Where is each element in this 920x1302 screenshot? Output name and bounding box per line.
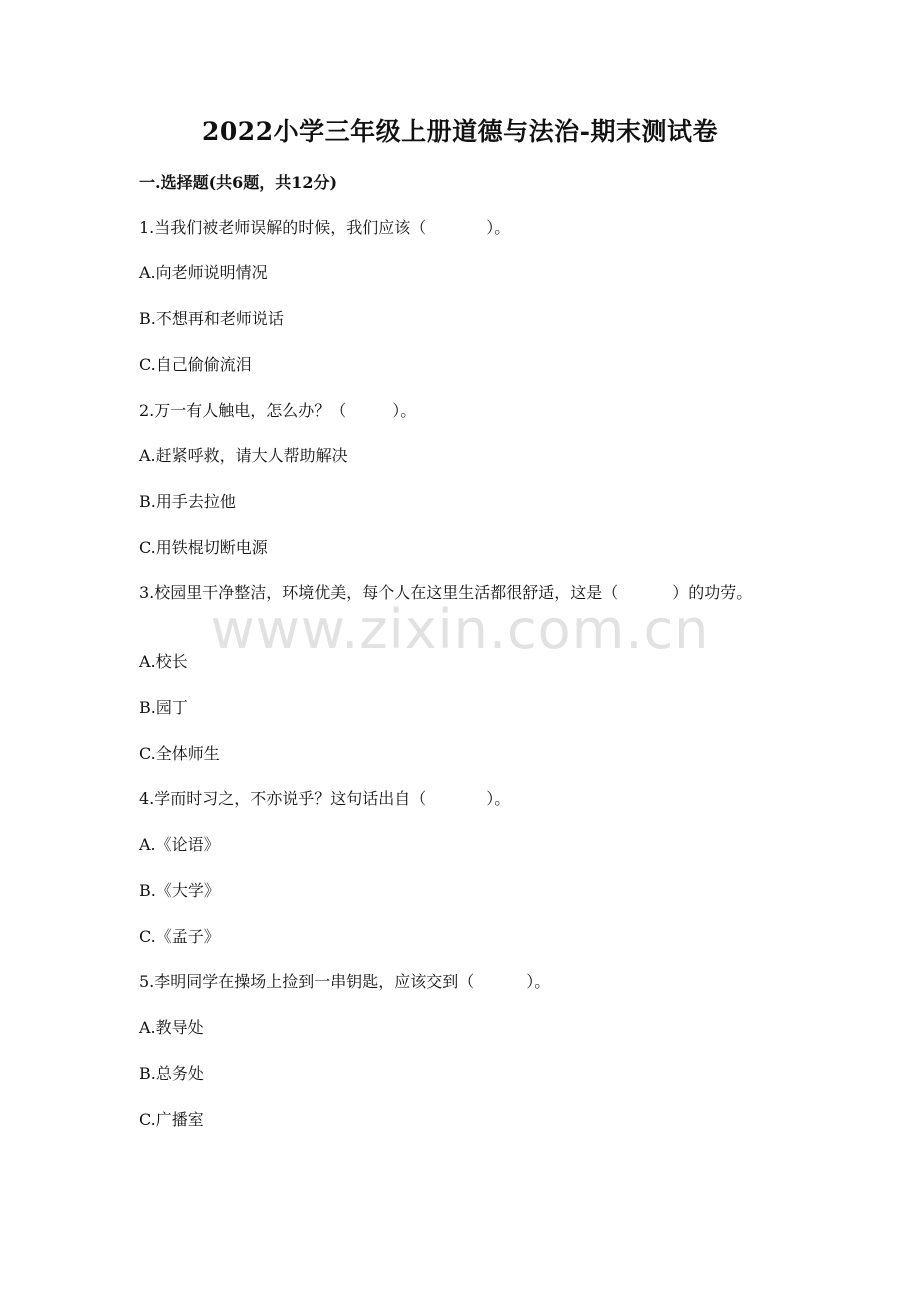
question-3-option-a: A.校长	[139, 652, 188, 671]
question-2-option-a: A.赶紧呼救，请大人帮助解决	[139, 446, 348, 465]
question-2-option-b: B.用手去拉他	[139, 492, 236, 511]
question-4-option-b: B.《大学》	[139, 881, 220, 900]
question-3-stem	[139, 581, 784, 605]
section-heading: 一.选择题(共6题，共12分)	[139, 173, 338, 192]
question-2-stem	[139, 399, 789, 423]
question-4-stem-before: 4.学而时习之，不亦说乎？这句话出自（	[139, 789, 427, 808]
question-5-option-a: A.教导处	[139, 1018, 204, 1037]
question-5-stem-before: 5.李明同学在操场上捡到一串钥匙，应该交到（	[139, 972, 475, 991]
question-1-option-b: B.不想再和老师说话	[139, 309, 284, 328]
watermark: www.zixin.com.cn	[210, 598, 710, 661]
question-2-stem-after: ）。	[392, 401, 417, 420]
question-5-stem	[139, 970, 789, 994]
question-4-stem	[139, 787, 789, 811]
question-4-option-c: C.《孟子》	[139, 927, 220, 946]
question-5-option-c: C.广播室	[139, 1110, 204, 1129]
question-5-option-b: B.总务处	[139, 1064, 204, 1083]
question-2-stem-before: 2.万一有人触电，怎么办？（	[139, 401, 347, 420]
question-1-stem-after: ）。	[486, 218, 511, 237]
question-1-stem-before: 1.当我们被老师误解的时候，我们应该（	[139, 218, 427, 237]
page-title: 2022小学三年级上册道德与法治-期末测试卷	[202, 117, 718, 146]
question-3-stem-before: 3.校园里干净整洁，环境优美，每个人在这里生活都很舒适，这是（	[139, 583, 619, 602]
question-3-option-c: C.全体师生	[139, 744, 220, 763]
question-2-option-c: C.用铁棍切断电源	[139, 538, 268, 557]
question-3-option-b: B.园丁	[139, 698, 188, 717]
question-1-stem	[139, 216, 789, 240]
question-1-option-a: A.向老师说明情况	[139, 263, 268, 282]
question-1-option-c: C.自己偷偷流泪	[139, 355, 252, 374]
question-5-stem-after: ）。	[526, 972, 551, 991]
question-3-stem-after: ）的功劳。	[672, 583, 753, 602]
question-4-option-a: A.《论语》	[139, 835, 220, 854]
question-4-stem-after: ）。	[486, 789, 511, 808]
